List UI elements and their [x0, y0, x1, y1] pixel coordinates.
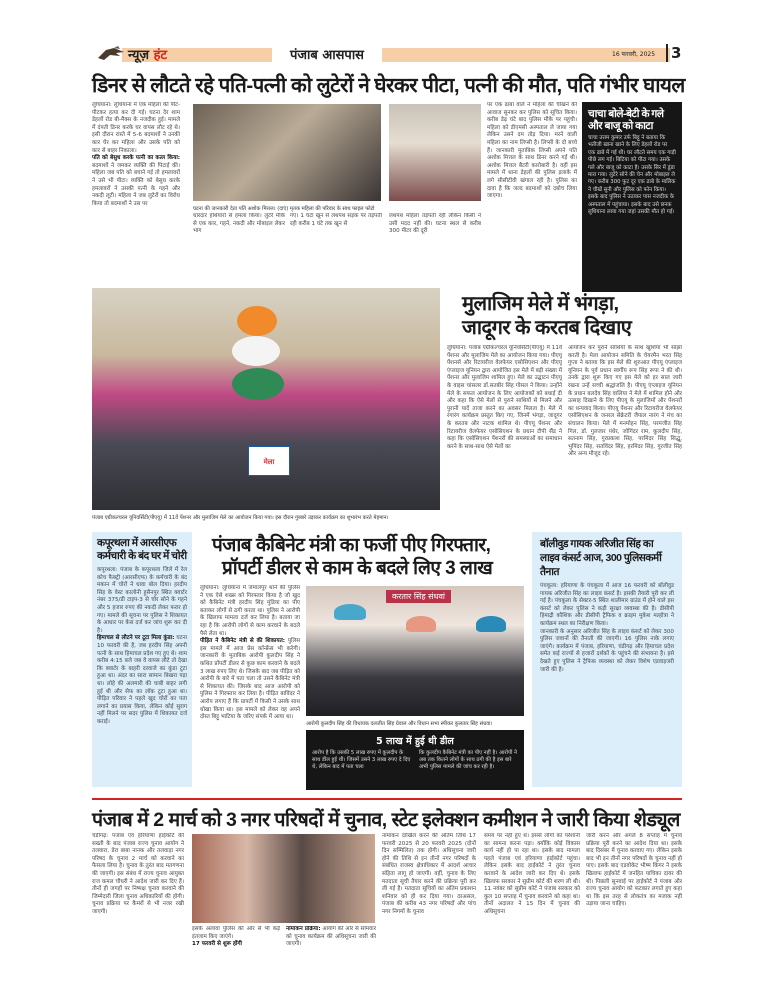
blue-turban-2 — [476, 616, 506, 632]
story5-body-text: पंचकूला: हरियाणा के पंचकूला में आज 16 फरवरी को बॉलीवुड गायक अरिजीत सिंह का लाइव कंसर्ट है। इसकी तैयारी पूरी कर ली गई है। पंचकूला के सेक्टर-5 स्थित शालीमार ग्राउंड में होने वाले इस कंसर्ट को लेकर पुलिस ने कड़ी सुरक्षा व्यवस्था की है। डीसीपी हिमाद्री कौशिक और डीसीपी ट्रैफिक व क्राइम मुकेश मल्होत्रा ने कार्यक्रम स्थल का निरीक्षण किया। — [540, 583, 674, 627]
story2-photo-balloons — [92, 288, 440, 510]
story4-headline-line2: प्रॉपर्टी डीलर से काम के बदले लिए 3 लाख — [222, 558, 493, 579]
story2-headline — [462, 292, 631, 340]
story1-photo-husband — [193, 104, 381, 201]
story2-col1: लुधियाना: पंजाब एग्रीकल्चरल यूनिवर्सिटी(पीएयू) में 11वें पेंशनर और मुलाजिम मेले का आयोजन किया गया। पीएयू पेंशनर्स और रिटायरीज वेलफेयर एसोसिएशन और पीएयू एंप्लाइज यूनियन द्वारा आयोजित इस मेले में बड़ी संख्या में पेंशनर और मुलाजिम शामिल हुए। मेले का उद्घाटन पीएयू के वाइस चांसलर डॉ.सतबीर सिंह गोसल ने किया। उन्होंने मेले के सफल आयोजन के लिए आयोजकों को बधाई दी और कहा कि ऐसे मेलों से पुराने साथियों से मिलने और पुरानी यादें ताजा करने का अवसर मिलता है। मेले में रंगारंग कार्यक्रम प्रस्तुत किए गए, जिनमें भंगड़ा, जादूगर के करतब और नाटक शामिल थे। पीएयू पेंशनर और रिटायरीज वेलफेयर एसोसिएशन के प्रधान टीपी सैंड ने कहा कि एसोसिएशन पेंशनरों की समस्याओं का समाधान करने के साथ-साथ ऐसे मेलों का — [447, 345, 562, 450]
story6-col2-subhead: 17 फरवरी से शुरू होंगी — [192, 941, 242, 948]
story2-headline-line2: जादूगर के करतब दिखाए — [462, 317, 632, 339]
story6-col2 — [192, 926, 280, 958]
story5-body2-text: जानकारी के अनुसार अरिजीत सिंह के लाइव कंसर्ट को लेकर 300 पुलिस जवानों की तैनाती की जाएगी। 16 पुलिस नाके लगाए जाएंगे। कार्यक्रम में पंजाब, हरियाणा, चंडीगढ़ और हिमाचल प्रदेश समेत कई राज्यों से हजारों दर्शकों के पहुंचने की संभावना है। इसे देखते हुए पुलिस ने ट्रैफिक व्यवस्था को लेकर विशेष एडवाइजरी जारी की है। — [540, 628, 674, 673]
story1-sidebar-box — [582, 102, 682, 292]
story6-col6: जारी करने और अगले 8 सप्ताह में चुनाव प्रक्रिया पूरी करने का आदेश दिया था। इसके बाद दिसंबर में चुनाव करवाए गए। लेकिन इसके बाद भी इन तीनों नगर परिषदों के चुनाव नहीं हो पाए। इसके बाद एडवोकेट भीष्म किंगर ने इसके खिलाफ हाईकोर्ट में जनहित याचिका दायर की थी। पिछली सुनवाई पर हाईकोर्ट ने पंजाब और राज्य चुनाव आयोग को फटकार लगाते हुए कहा था कि इस तरह से लोकतंत्र का मजाक नहीं उड़ाया जाना चाहिए। — [586, 833, 682, 908]
peach-turban — [406, 616, 436, 632]
story1-col2: धारदार हथियारों से हमला किया। लुटेरे मौके से एक कार, गहने, नकदी और मोबाइल लेकर भाग — [193, 213, 285, 235]
story4-body-text: लुधियाना: लुधियाना में जमालपुर थाने की पुलिस ने एक ऐसे शख्स को गिरफ्तार किया है जो खुद को कैबिनेट मंत्री हरदीप सिंह मुंडिया का पीए बताकर लोगों से ठगी करता था। पुलिस ने आरोपी के खिलाफ मामला दर्ज कर लिया है। बताया जा रहा है कि आरोपी लोगों से काम करवाने के बदले पैसे लेता था। — [200, 585, 300, 637]
story4-headline-line1: पंजाब कैबिनेट मंत्री का फर्जी पीए गिरफ्तार, — [212, 535, 491, 556]
masthead — [92, 44, 682, 66]
green-balloons — [232, 368, 284, 400]
blue-turban — [334, 604, 366, 620]
story1-col1 — [92, 102, 180, 292]
story4-headline — [212, 534, 492, 580]
page-number: 3 — [666, 44, 681, 62]
white-balloons — [232, 336, 280, 366]
story4-body — [200, 585, 300, 785]
deal-box-title: 5 लाख में हुई थी डील — [376, 736, 454, 747]
section-divider — [92, 798, 682, 800]
story1-headline: डिनर से लौटते रहे पति-पत्नी को लुटेरों ने घेरकर पीटा, पत्नी की मौत, पति गंभीर घायल — [92, 74, 685, 97]
orange-balloons — [237, 306, 277, 336]
logo-wordmark — [128, 45, 167, 63]
story6-col3 — [286, 926, 376, 958]
story3-body-text: कपूरथला: पंजाब के कपूरथला जिले में रेल कोच फैक्ट्री (आरसीएफ) के कर्मचारी के बंद मकान में चोरों ने धावा बोल दिया। हरदीप सिंह के वेस्ट कालोनी हुसैनपुर स्थित क्वार्टर नंबर 375/डी टाइप-3 से चोर सोने के गहने और 5 हजार रुपए की नकदी लेकर फरार हो गए। मामले की सूचना पर पुलिस ने शिकायत के आधार पर केस दर्ज कर जांच शुरू कर दी है। — [97, 567, 187, 634]
story1-col1-text: लुधियाना: लुधियाना में एक महिला की पीट-पीटकर हत्या कर दी गई। घटना देर शाम डेहलों रोड बी-मैक्स के नजदीक हुई। मामले में दंपती डिनर करके घर वापस लौट रहे थे। इसी दौरान रास्ते में 5-6 बदमाशों ने उनकी कार घेर कर महिला और उसके पति को कार से बाहर निकाला। — [92, 102, 180, 154]
story4-subhead: पीड़ित ने कैबिनेट मंत्री से की शिकायत: — [200, 638, 286, 645]
sidebar-body: चाचा उत्तम कुमार उर्फ बिट्टू ने बताया कि भतीजी खाना खाने के लिए डेहलों रोड पर एक ढाबे में गई थी। घर लौटते समय एक गाड़ी पीछे लग गई। बिटिया को पीटा गया। उसके गले और बाजू को काटा है। उसके सिर में डूंडा मारा गया। लुटेरे सोने की चेन और मोबाइल ले गए। करीब 300 फुट दूर एक ढाबे के मालिक ने चीखें सुनी और पुलिस को फोन किया। इसके बाद पुलिस ने उठाकर पास नजदीक के अस्पताल में पहुंचाया। इसके बाद उसे छनक लुधियाना लाया गया जहां उसकी मौत हो गई। — [588, 135, 676, 216]
story6-headline: पंजाब में 2 मार्च को 3 नगर परिषदों में चुनाव, स्टेट इलेक्शन कमीशन ने जारी किया शेड्यूल — [92, 809, 680, 831]
deal-box — [306, 730, 524, 790]
story3-body — [97, 567, 187, 726]
story6-col3-subhead: नामांकन प्रक्रिया: — [286, 926, 321, 932]
deal-box-col1: आरोप है कि उसकी 5 लाख रुपए में कुलदीप के साथ डील हुई थी। जिसमें उसने 3 लाख रुपए दे दिए थे, लेकिन बाद में पता चला — [312, 750, 411, 771]
story5-box — [532, 532, 682, 787]
newspaper-page — [92, 40, 685, 960]
story6-photo-voters — [192, 834, 375, 923]
story1-col5: पर एक ढाबा वाले ने महिला की चीखने की आवाज सुनकर कर पुलिस को सूचित किया। करीब डेढ़ घंटे बाद पुलिस मौके पर पहुंची। महिला को डीएमसी अस्पताल ले जाया गया लेकिन उसने दम तोड़ दिया। मरने वाली महिला का नाम लिप्सी है। लिप्सी के दो बच्चे हैं। जानकारी मुताबिक लिप्सी अपने पति अशोक मित्तल के साथ डिनर करने गई थी। अशोक मित्तल बैटरी कारोबारी है। वहीं इस मामले में थाना डेहलों की पुलिस इलाके में लगे सीसीटीवी खंगाल रही है। पुलिस का दावा है कि जल्द बदमाशों को दबोच लिया जाएगा। — [487, 102, 577, 200]
mela-banner: मेला — [248, 446, 290, 476]
eagle-logo-icon — [96, 44, 126, 64]
logo-accent: हंट — [153, 48, 168, 63]
story2-photo-caption: पंजाब एग्रीकल्चरल यूनिवर्सिटी(पीएयू) में 11वें पेंशनर और मुलाजिम मेले का आयोजन किया गया। इस दौरान गुब्बारे उड़ाकर कार्यक्रम का शुभारंभ करते मेहमान। — [92, 515, 389, 521]
story6-col5: समय पर नहीं हुए थे। इससे लोगों को परेशानी का सामना करना पड़ा। क्योंकि कोई विकास कार्य नहीं हो पा रहा था। इसके बाद मामला पहले पंजाब एवं हरियाणा हाईकोर्ट पहुंचा। लेकिन इसके बाद हाईकोर्ट ने तुरंत चुनाव करवाने के आदेश जारी कर दिए थे। इसके खिलाफ सरकार ने सुप्रीम कोर्ट की शरण ली थी। 11 नवंबर को सुप्रीम कोर्ट ने पंजाब सरकार को कुल 10 सप्ताह में चुनाव करवाने को कहा था। तीनों अदालत ने 15 दिन में चुनाव की अधिसूचना — [484, 833, 580, 915]
story4-body2-text: पुलिस इस मामले में आज प्रेस कॉन्फ्रेंस भी करेगी। जानकारी के मुताबिक आरोपी कुलदीप सिंह ने कथित प्रॉपर्टी डीलर से कुछ काम करवाने के बदले 3 लाख रुपए लिए थे। जिसके बाद जब पीड़ित को आरोपी के बारे में पता चला तो उसने कैबिनेट मंत्री से शिकायत की। जिसके बाद आज आरोपी को पुलिस ने गिरफ्तार कर लिया है। पीड़ित बाविंदर ने आरोप लगाए हैं कि प्रापर्टी में किसी ने उसके साथ धोखा किया था। इस मामले को लेकर वह अपने दोस्त बिट्टू भाटिया के जरिए संपर्क में आया था। — [200, 638, 300, 721]
story5-body — [540, 583, 674, 674]
story6-col4: नामांकन दाखिल करने की अंतिम तिथि 17 फरवरी 2025 से 20 फरवरी 2025 (दोनों दिन सम्मिलित) तक होगी। अधिसूचना जारी होने की तिथि से इन तीनों नगर परिषदों के संबंधित राजस्व क्षेत्राधिकार में आदर्श आचार संहिता लागू हो जाएगी। वहीं, चुनाव के लिए मतदाता सूची तैयार करने की प्रक्रिया पूरी कर ली गई है। मतदाता सूचियों का अंतिम प्रकाशन शनिवार को ही कर दिया गया। दरअसल, पंजाब की करीब 43 नगर परिषदों और पांच नगर निगमों के चुनाव — [382, 833, 476, 915]
story1-photo-caption: घटना की जानकारी देता पति अशोक मित्तल। (दाएं) मृतक महिला की परिवार के साथ फाइल फोटो — [193, 206, 375, 212]
story2-headline-line1: मुलाजिम मेले में भंगड़ा, — [462, 293, 619, 315]
story6-col2-text: इसके अलावा पुलिस की ओर से भी कड़े इंतजाम किए जाएंगे। — [192, 926, 280, 940]
story1-col4: लथपथ महिला तड़पती रही लेकिन किसी ने उसी मदद नहीं की। घटना स्थल से करीब 300 मीटर की दूरी — [389, 213, 481, 235]
story5-headline: बॉलीवुड गायक अरिजीत सिंह का लाइव कंसर्ट आज, 300 पुलिसकर्मी तैनात — [540, 538, 662, 578]
logo-main: न्यूज़ — [128, 48, 150, 63]
section-title: पंजाब आसपास — [272, 45, 382, 63]
story2-col2: आयोजन कर पुराने साथियों के साथ खुशियां भी साझा करती है। मेला आयोजन समिति के चेयरमैन भरत सिंह गुप्ता ने बताया कि इस मेले की शुरुआत पीएयू एंप्लाइज यूनियन के पूर्व प्रधान स्वर्गीय रूप सिंह रूपा ने की थी। उनके द्वारा शुरू किए गए इस मेले को हर साल जारी रखना उन्हें सच्ची श्रद्धांजलि है। पीएयू एंप्लाइज यूनियन के प्रधान बलदेव सिंह वालिया ने मेले में शामिल होने और उत्साह दिखाने के लिए पीएयू के मुलाजिमों और पेंशनरों का धन्यवाद किया। पीएयू पेंशनर और रिटायरीज वेलफेयर एसोसिएशन के जनरल सेक्रेटरी जैपाल नारंग ने मंच का संचालन किया। मेले में मनमोहन सिंह, परमजीत सिंह गिल, डॉ. गुलजार पंधेर, जोगिंदर राम, कुलदीप सिंह, सतनाम सिंह, गुरप्रकाश सिंह, परमिंदर सिंह सिद्धू, भुपिंदर सिंह, सतविंदर सिंह, हरमिंदर सिंह, गुरजीत सिंह और अन्य मौजूद रहे। — [568, 345, 682, 458]
photo-banner: करतार सिंह संधवां — [386, 590, 451, 603]
story4-photo — [306, 586, 524, 716]
sidebar-headline: चाचा बोले-बेटी के गले और बाजू को काटा — [588, 108, 664, 132]
story1-photo-family — [389, 104, 481, 201]
story3-box — [92, 532, 192, 787]
story3-subhead: हिमाचल से लौटने पर टूटा मिला कुंडा: — [97, 635, 175, 642]
story1-col3: गए। 1 घंटा खून से लथपथ सड़क पर तड़पती रही करीब 1 घंटे तक खून से — [290, 213, 382, 227]
story1-col1b-text: बदमाशों ने जमकर व्यक्ति की पिटाई की। महिला जब पति को बचाने गई तो हमलावरों ने उसे भी पीटा। व्यक्ति को बेसुध करके हमलावरों ने उसकी पत्नी के गहने और नकदी लूटी। महिला ने जब लुटेरों का विरोध किया तो बदमाशों ने उस पर — [92, 162, 180, 207]
issue-date: 16 फरवरी, 2025 — [612, 51, 656, 58]
story1-subhead: पति को बेसुध करके पत्नी का कत्ल किया: — [92, 155, 180, 162]
deal-box-col2: कि कुलदीप कैबिनेट मंत्री का पीए नहीं है। आरोपी ने अब तक कितने लोगों के साथ ठगी की है इस बारे अभी पुलिस मामले की जांच कर रही है। — [419, 750, 517, 771]
story6-col1: चंडीगढ़: पंजाब एवं हरियाणा हाईकोर्ट की सख्ती के बाद पंजाब राज्य चुनाव आयोग ने तलवारा, डेरा बाबा नानक और तलवाड़ा नगर परिषद के चुनाव 2 मार्च को करवाने का फैसला लिया है। चुनाव के तुरंत बाद मतगणना की जाएगी। इस संबंध में राज्य चुनाव आयुक्त राज कमल चौधरी ने आदेश जारी कर दिए हैं। तीनों ही जगहों पर निष्पक्ष चुनाव करवाने की जिम्मेदारी जिला चुनाव अधिकारियों की होगी। चुनाव प्रक्रिया पर कैमरों से भी नजर रखी जाएगी। — [92, 833, 184, 915]
story3-body2-text: घटना 10 फरवरी की है, जब हरदीप सिंह अपनी पत्नी के साथ हिमाचल प्रदेश गए हुए थे। शाम करीब 4:15 बजे जब वे वापस लौटे तो देखा कि क्वार्टर के बाहरी दरवाजे का कुंडा टूटा हुआ था। अंदर का सारा सामान बिखरा पड़ा था। लोहे की अलमारी की चाबी बाहर लगी हुई थी और सेफ का लॉक टूटा हुआ था। पीड़ित परिवार ने पहले खुद चोरों का पता लगाने का प्रयास किया, लेकिन कोई सुराग नहीं मिलने पर सदर पुलिस में शिकायत दर्ज कराई। — [97, 635, 187, 725]
story3-headline: कपूरथला में आरसीएफ कर्मचारी के बंद घर में चोरी — [97, 537, 187, 562]
story6-col3-text: आयोग की ओर से सोमवार को चुनाव कार्यक्रम की अधिसूचना जारी की जाएगी। — [286, 926, 376, 948]
story4-photo-caption: आरोपी कुलदीप सिंह की विधायक दलजीत सिंह ग्रेवाल और विधान सभा स्पीकर कुलतार सिंह संधवा। — [306, 721, 493, 727]
masthead-bar — [122, 48, 670, 62]
